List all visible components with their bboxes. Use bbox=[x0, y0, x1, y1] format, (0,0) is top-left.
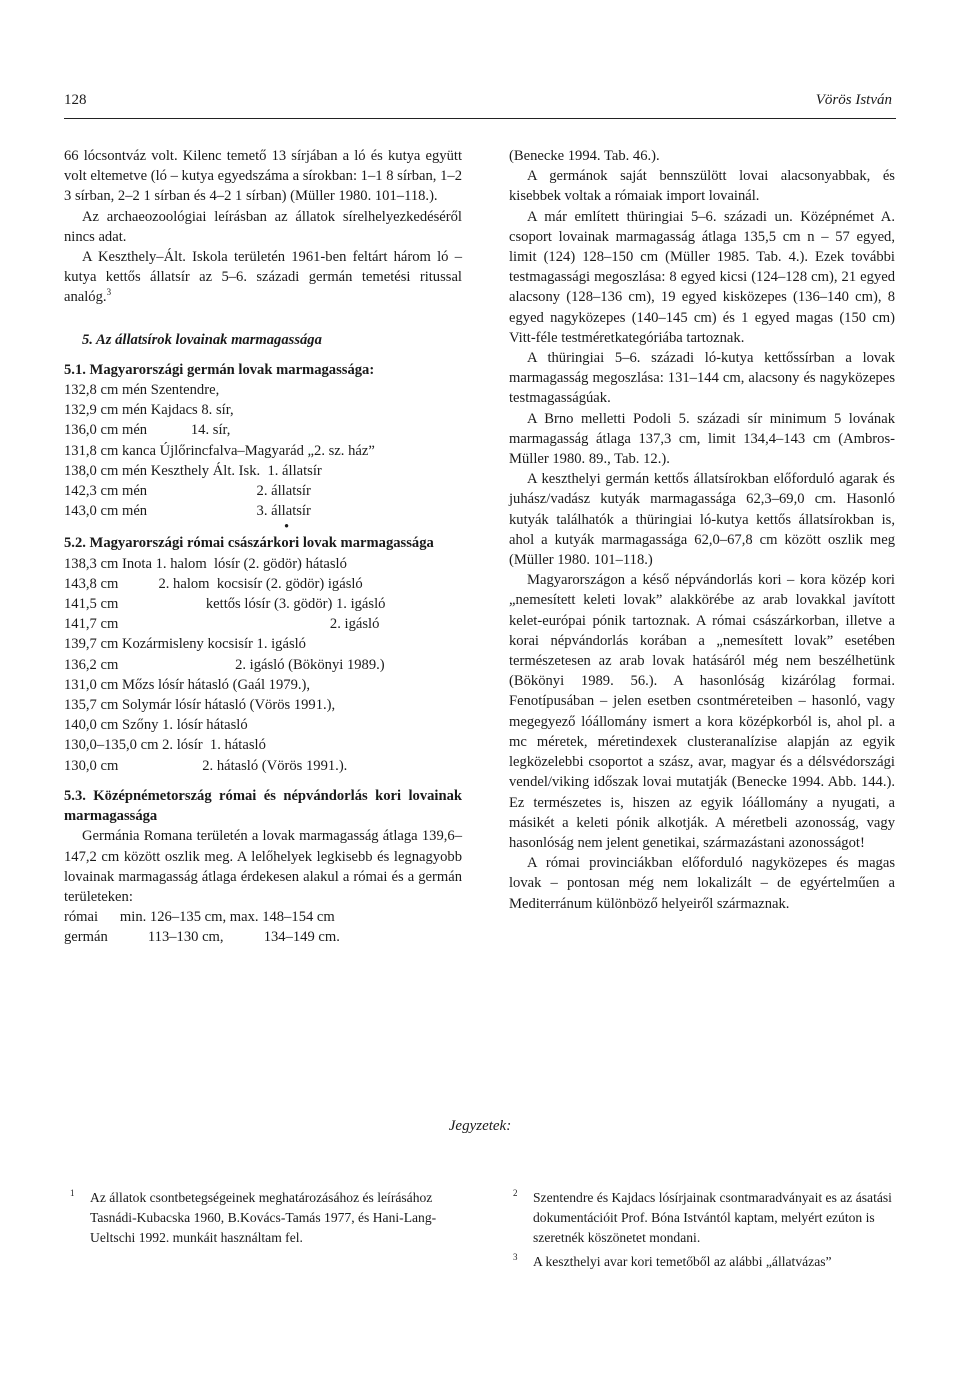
footnote-2 bbox=[513, 1188, 895, 1248]
list-item: 132,8 cm mén Szentendre, bbox=[64, 382, 220, 399]
notes-title: Jegyzetek: bbox=[448, 1118, 512, 1134]
list-item: 141,5 cm kettős lósír (3. gödör) 1. igásló bbox=[64, 596, 386, 613]
subsection-title: 5.1. Magyarországi germán lovak marmagassága: bbox=[64, 361, 375, 378]
paragraph: (Benecke 1994. Tab. 46.). bbox=[509, 148, 660, 164]
page-number: 128 bbox=[64, 92, 87, 108]
list-item: római min. 126–135 cm, max. 148–154 cm bbox=[64, 909, 335, 926]
paragraph: A thüringiai 5–6. századi ló-kutya kettőssírban a lovak marmagasság megoszlása: 131–144 cm, alacsony és nagyközepes testmagasságúak. bbox=[509, 350, 895, 407]
footnotes-left bbox=[70, 1188, 462, 1252]
right-column bbox=[509, 146, 895, 914]
paragraph: A germánok saját bennszülött lovai alacsonyabbak, és kisebbek voltak a rómaiak import lovainál. bbox=[509, 168, 895, 205]
list-item: 142,3 cm mén 2. állatsír bbox=[64, 483, 311, 500]
footnote-number: 3 bbox=[513, 1252, 518, 1262]
list-item: 140,0 cm Szőny 1. lósír hátasló bbox=[64, 717, 248, 734]
list-item: 143,0 cm mén 3. állatsír bbox=[64, 503, 311, 520]
footnote-number: 2 bbox=[513, 1188, 518, 1198]
list-item: 136,2 cm 2. igásló (Bökönyi 1989.) bbox=[64, 656, 385, 673]
footnote-ref: 3 bbox=[106, 287, 112, 298]
paragraph: 66 lócsontváz volt. Kilenc temető 13 sírjában a ló és kutya együtt volt eltemetve (ló – kutya egyedszáma a sírokban: 1–1 8 sírban, 1–2 3 sírban, 2–2 1 sírban és 4–2 1 sírban) (Müller 1980. 101–118.). bbox=[64, 148, 462, 205]
list-item: 143,8 cm 2. halom kocsisír (2. gödör) igásló bbox=[64, 575, 363, 592]
list-item: 138,0 cm mén Keszthely Ált. Isk. 1. állatsír bbox=[64, 462, 322, 479]
paragraph: A keszthelyi germán kettős állatsírokban előforduló agarak és juhász/vadász kutyák marmagassága 62,3–69,0 cm. Hasonló kutyák találhatók a thüringiai ló-kutya kettős állatsírokban is, ahol a kutyák marmagassága 62,0–67,8 cm között oszlik meg (Müller 1980. 101–118.) bbox=[509, 471, 895, 569]
paragraph: Az archaeozoológiai leírásban az állatok sírelhelyezkedéséről nincs adat. bbox=[64, 208, 462, 245]
list-item: 138,3 cm Inota 1. halom lósír (2. gödör) hátasló bbox=[64, 555, 347, 572]
list-item: germán 113–130 cm, 134–149 cm. bbox=[64, 929, 340, 946]
page-header bbox=[64, 92, 896, 116]
footnote-text: Szentendre és Kajdacs lósírjainak csontmaradványait es az ásatási dokumentációit Prof. Bóna Istvántól kaptam, melyért ezúton is szeretnék köszönetet mondani. bbox=[533, 1190, 892, 1245]
paragraph: A római provinciákban előforduló nagyközepes és magas lovak – pontosan még nem lokalizált – de egyértelműen a Mediterránum különböző helyeiről származnak. bbox=[509, 855, 895, 912]
footnote-text: A keszthelyi avar kori temetőből az alábbi „állatvázas” bbox=[533, 1254, 832, 1269]
footnotes-right bbox=[513, 1188, 895, 1276]
footnote-1 bbox=[70, 1188, 462, 1248]
list-item: 141,7 cm 2. igásló bbox=[64, 616, 380, 633]
list-item: 131,8 cm kanca Újlőrincfalva–Magyarád „2. sz. ház” bbox=[64, 442, 375, 459]
footnote-number: 1 bbox=[70, 1188, 75, 1198]
paragraph-text: A Keszthely–Ált. Iskola területén 1961-ben feltárt három ló – kutya kettős állatsír az 5–6. századi germán temetési ritussal analóg. bbox=[64, 249, 462, 306]
running-title: Vörös István bbox=[815, 92, 892, 108]
paragraph: A Brno melletti Podoli 5. századi sír minimum 5 lovának marmagasság átlaga 137,3 cm, limit 134,4–143 cm (Ambros-Müller 1980. 89., Tab. 12.). bbox=[509, 410, 895, 468]
list-item: 132,9 cm mén Kajdacs 8. sír, bbox=[64, 402, 234, 419]
list-item: 130,0–135,0 cm 2. lósír 1. hátasló bbox=[64, 737, 266, 754]
list-item: 131,0 cm Mőzs lósír hátasló (Gaál 1979.), bbox=[64, 676, 311, 693]
list-item: 135,7 cm Solymár lósír hátasló (Vörös 1991.), bbox=[64, 697, 336, 714]
separator-dot: • bbox=[284, 519, 290, 536]
footnote-text: Az állatok csontbetegségeinek meghatározásához és leírásához Tasnádi-Kubacska 1960, B.Kovács-Tamás 1977, és Hani-Lang-Ueltschi 1992. munkáit használtam fel. bbox=[90, 1190, 437, 1245]
footnote-3 bbox=[513, 1252, 895, 1272]
paragraph bbox=[64, 247, 462, 308]
list-item: 139,7 cm Kozármisleny kocsisír 1. igásló bbox=[64, 636, 306, 653]
paragraph: A már említett thüringiai 5–6. századi un. Középnémet A. csoport lovainak marmagasság átlaga 135,5 cm n – 57 egyed, limit (124) 128–150 cm (Müller 1985. Tab. 4.). Ezek további testmagassági megoszlása: 8 egyed kicsi (124–128 cm), 21 egyed alacsony (128–136 cm), 19 egyed kisközepes (136–140 cm), 8 egyed nagyközepes (140–145 cm) és 1 egyed magas (150 cm) Vitt-féle testméretkategóriába tartoznak. bbox=[509, 208, 895, 346]
list-item: 130,0 cm 2. hátasló (Vörös 1991.). bbox=[64, 757, 348, 774]
subsection-title: 5.2. Magyarországi római császárkori lovak marmagassága bbox=[64, 535, 434, 552]
paragraph: Germánia Romana területén a lovak marmagasság átlaga 139,6–147,2 cm között oszlik meg. A lelőhelyek legkisebb és legnagyobb lovainak marmagasság átlaga érdekesen alakul a római és a germán területeken: bbox=[64, 828, 462, 905]
section-title: 5. Az állatsírok lovainak marmagassága bbox=[82, 331, 322, 348]
list-item: 136,0 cm mén 14. sír, bbox=[64, 422, 231, 439]
left-column bbox=[64, 146, 462, 948]
header-rule bbox=[64, 118, 896, 119]
subsection-title: 5.3. Középnémetország római és népvándorlás kori lovainak marmagassága bbox=[64, 787, 462, 825]
paragraph: Magyarországon a késő népvándorlás kori – kora közép kori „nemesített keleti lovak” alakkörébe az arab lovakkal javított kelet-európai pónik tartoznak. A római császárkorban, illetve a korai népvándorlás korában a „nemesített lovak” esetében természetesen az arab lovak hatásáról még nem beszélhetünk (Bökönyi 1989. 56.). A hasonlóság kizárólag formai. Fenotípusában – jelen esetben csontméreteiben – hasonló, vagy megegyező lóállomány ismert a kora középkorból is, ahol pl. a mc méretek, méretindexek clusteranalízise alapján az egyik legközelebbi csoportot a szász, avar, magyar és a délsvédországi vendel/viking időszak lovai mutatják (Benecke 1994. Abb. 144.). Ez természetes is, hiszen az egyik lóállomány a nyugati, a másikét a keleti pónik alkotják. A méretbeli azonosság, vagy hasonlóság nem jelent genetikai, származástani azonosságot! bbox=[509, 572, 895, 851]
